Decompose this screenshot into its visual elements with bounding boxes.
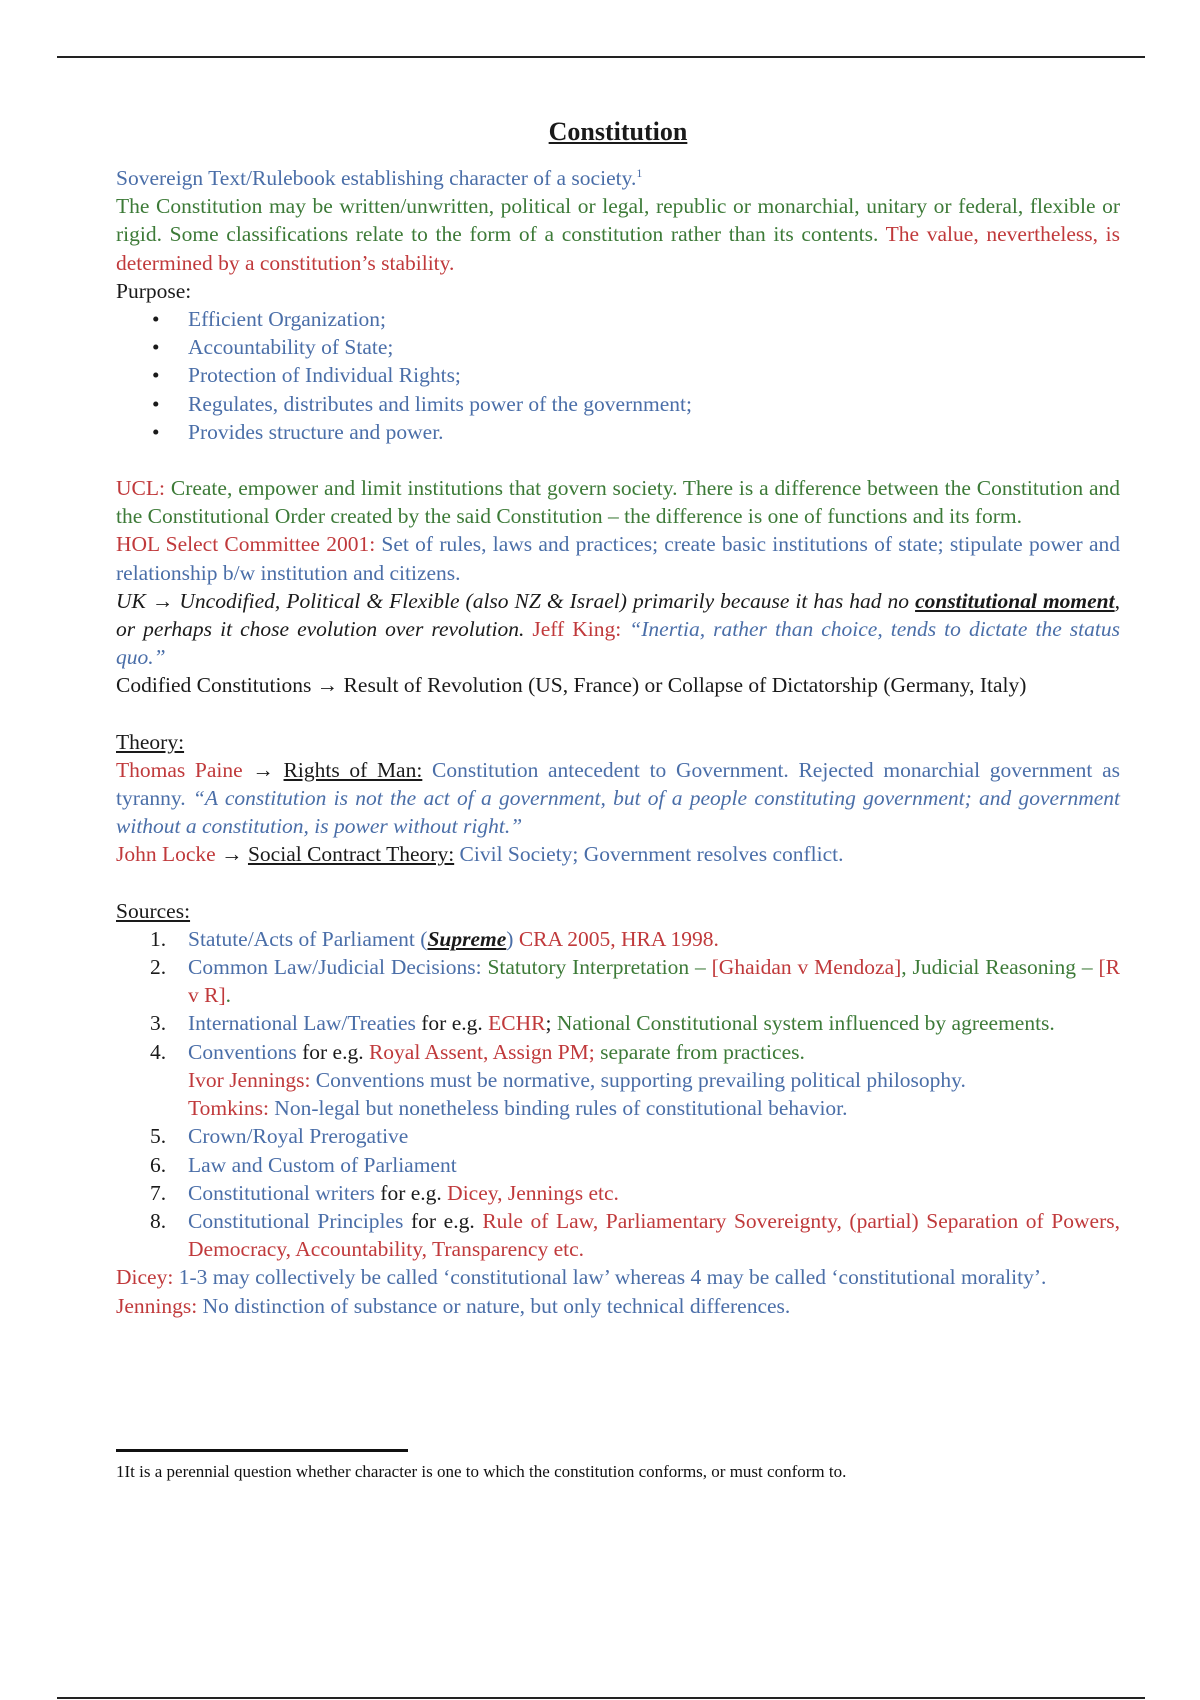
hol-text: Set of rules, laws and practices; create basic institutions of state; stipulate power and relationship b/w institution and citizens. [116, 532, 1120, 585]
list-item: 1. Statute/Acts of Parliament (Supreme) CRA 2005, HRA 1998. [150, 926, 719, 951]
spacer [116, 700, 1120, 728]
list-item: 2. Common Law/Judicial Decisions: Statutory Interpretation – [Ghaidan v Mendoza], Judicial Reasoning – [R v R]. [150, 955, 1121, 1008]
paine-quote: “A constitution is not the act of a government, but of a people constituting government; and government without a constitution, is power without right.” [116, 786, 1120, 839]
locke-paragraph [116, 840, 1120, 868]
bottom-rule [57, 1697, 1145, 1699]
paine-paragraph [116, 756, 1120, 841]
constitutional-moment: constitutional moment [915, 588, 1115, 613]
footnote-marker[interactable]: 1 [636, 165, 643, 180]
hol-paragraph [116, 530, 1120, 586]
jennings-label: Jennings: [116, 1293, 198, 1318]
list-item: 8. Constitutional Principles for e.g. Rule of Law, Parliamentary Sovereignty, (partial) Separation of Powers, Democracy, Accountability, Transparency etc. [150, 1208, 1120, 1262]
dicey-text: 1-3 may collectively be called ‘constitutional law’ whereas 4 may be called ‘constitutional morality’. [173, 1265, 1047, 1290]
list-item: 6. Law and Custom of Parliament [150, 1152, 457, 1177]
locke-label: John Locke [116, 842, 216, 867]
locke-work: Social Contract Theory: [247, 842, 455, 867]
top-rule [57, 56, 1145, 58]
intro-definition: Sovereign Text/Rulebook establishing character of a society. [116, 166, 637, 190]
bullet-icon: • [152, 391, 160, 416]
dicey-label: Dicey: [116, 1265, 174, 1290]
jennings-paragraph [116, 1292, 1120, 1320]
hol-label: HOL Select Committee 2001: [116, 532, 376, 557]
list-item: • Provides structure and power. [116, 418, 1120, 446]
bullet-icon: • [152, 419, 160, 444]
list-item: 5. Crown/Royal Prerogative [150, 1124, 409, 1149]
purpose-heading: Purpose: [116, 278, 192, 303]
bullet-icon: • [152, 363, 160, 388]
ucl-text: Create, empower and limit institutions that govern society. There is a difference between the Constitution and the Constitutional Order created by the said Constitution – the difference is one of functions and its form. [116, 476, 1120, 529]
dicey-paragraph [116, 1263, 1120, 1291]
paine-text: Constitution antecedent to Government. Rejected monarchial government as tyranny. [116, 757, 1120, 811]
uk-text-cont: , or perhaps it chose evolution over revolution. [116, 588, 1120, 642]
paine-label: Thomas Paine [116, 757, 243, 782]
arrow-icon: → [215, 842, 248, 867]
jennings-text: No distinction of substance or nature, but only technical differences. [197, 1293, 791, 1318]
bullet-icon: • [152, 335, 160, 360]
ucl-paragraph [116, 474, 1120, 530]
jeff-king-label: Jeff King: [532, 617, 622, 642]
spacer [116, 869, 1120, 897]
arrow-icon: → [242, 757, 284, 782]
paine-work: Rights of Man: [283, 757, 423, 782]
uk-paragraph [116, 587, 1120, 672]
intro-paragraph [116, 164, 1120, 277]
jeff-king-quote: “Inertia, rather than choice, tends to dictate the status quo.” [116, 617, 1120, 670]
bullet-icon: • [152, 307, 160, 332]
uk-text: UK → Uncodified, Political & Flexible (also NZ & Israel) primarily because it has had no [116, 588, 916, 613]
list-item: • Protection of Individual Rights; [116, 361, 1120, 389]
codified-line: Codified Constitutions → Result of Revolution (US, France) or Collapse of Dictatorship (Germany, Italy) [116, 673, 1027, 698]
ucl-label: UCL: [116, 476, 165, 501]
document-body [116, 112, 1120, 1320]
footnote-rule [116, 1449, 408, 1452]
spacer [116, 446, 1120, 474]
sources-list [116, 925, 1120, 1263]
theory-heading: Theory: [116, 729, 185, 754]
intro-classification: The Constitution may be written/unwritten, political or legal, republic or monarchial, unitary or federal, flexible or rigid. Some classifications relate to the form of a constitution rather than its contents. [116, 194, 1120, 247]
list-item: 3. International Law/Treaties for e.g. ECHR; National Constitutional system influenced by agreements. [150, 1011, 1055, 1036]
list-item: 7. Constitutional writers for e.g. Dicey, Jennings etc. [150, 1180, 619, 1205]
list-item: • Regulates, distributes and limits power of the government; [116, 390, 1120, 418]
intro-value: The value, nevertheless, is determined by a constitution’s stability. [116, 222, 1121, 275]
footnote-text: 1It is a perennial question whether character is one to which the constitution conforms, or must conform to. [116, 1462, 847, 1481]
sources-heading: Sources: [116, 898, 191, 923]
list-item: 4. Conventions for e.g. Royal Assent, Assign PM; separate from practices. Ivor Jennings: Conventions must be normative, supporting prevailing political philosophy. Tomkins: Non-legal but nonetheless binding rules of constitutional behavior. [150, 1039, 966, 1121]
page-title: Constitution [548, 117, 688, 146]
list-item: • Accountability of State; [116, 333, 1120, 361]
locke-text: Civil Society; Government resolves conflict. [454, 842, 844, 867]
list-item: • Efficient Organization; [116, 305, 1120, 333]
purpose-list [116, 305, 1120, 446]
